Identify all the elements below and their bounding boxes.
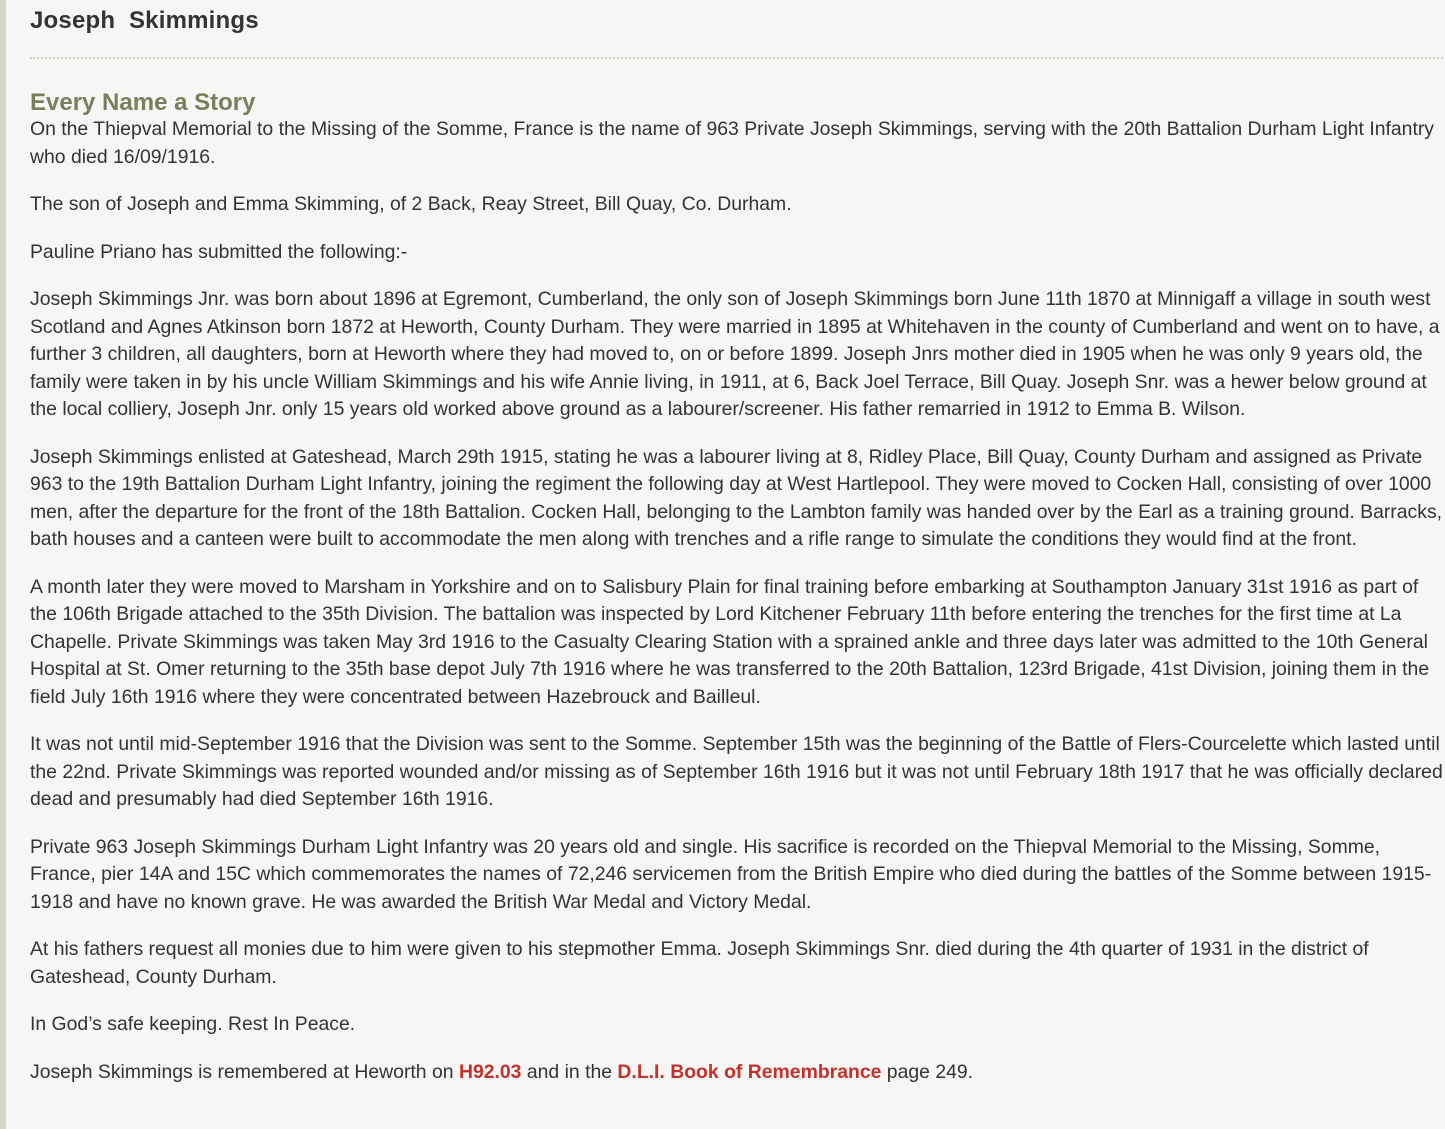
paragraph-training: A month later they were moved to Marsham in Yorkshire and on to Salisbury Plain for final training before embarking at Southampton January 31st 1916 as part of the 106th Brigade attached to the 35th Division. The battalion was inspected by Lord Kitchener February 11th before entering the trenches for the first time at La Chapelle. Private Skimmings was taken May 3rd 1916 to the Casualty Clearing Station with a sprained ankle and three days later was admitted to the 10th General Hospital at St. Omer returning to the 35th base depot July 7th 1916 where he was transferred to the 20th Battalion, 123rd Brigade, 41st Division, joining them in the field July 16th 1916 where they were concentrated between Hazebrouck and Bailleul. [30,575,1430,708]
dotted-divider [30,57,1443,59]
paragraph-sacrifice: Private 963 Joseph Skimmings Durham Light Infantry was 20 years old and single. His sacrifice is recorded on the Thiepval Memorial to the Missing, Somme, France, pier 14A and 15C which commemorates the names of 72,246 servicemen from the British Empire who died during the battles of the Somme between 1915-1918 and have no known grave. He was awarded the British War Medal and Victory Medal. [30,835,1432,913]
paragraph-enlistment: Joseph Skimmings enlisted at Gateshead, March 29th 1915, stating he was a labourer living at 8, Ridley Place, Bill Quay, County Durham and assigned as Private 963 to the 19th Battalion Durham Light Infantry, joining the regiment the following day at West Hartlepool. They were moved to Cocken Hall, consisting of over 1000 men, after the departure for the front of the 18th Battalion. Cocken Hall, belonging to the Lambton family was handed over by the Earl as a training ground. Barracks, bath houses and a canteen were built to accommodate the men along with trenches and a rifle range to simulate the conditions they would find at the front. [30,445,1443,550]
memorial-reference-link[interactable]: H92.03 [458,1060,522,1083]
paragraph-parents: The son of Joseph and Emma Skimming, of 2 Back, Reay Street, Bill Quay, Co. Durham. [30,193,792,215]
paragraph-early-life: Joseph Skimmings Jnr. was born about 1896 at Egremont, Cumberland, the only son of Joseph Skimmings born June 11th 1870 at Minnigaff a village in south west Scotland and Agnes Atkinson born 1872 at Heworth, County Durham. They were married in 1895 at Whitehaven in the county of Cumberland and went on to have, a further 3 children, all daughters, born at Heworth where they had moved to, on or before 1899. Joseph Jnrs mother died in 1905 when he was only 9 years old, the family were taken in by his uncle William Skimmings and his wife Annie living, in 1911, at 6, Back Joel Terrace, Bill Quay. Joseph Snr. was a hewer below ground at the local colliery, Joseph Jnr. only 15 years old worked above ground as a labourer/screener. His father remarried in 1912 to Emma B. Wilson. [30,288,1440,420]
section-title: Every Name a Story [30,89,256,116]
paragraph-submitter: Pauline Priano has submitted the following:- [30,240,408,263]
paragraph-memorial: On the Thiepval Memorial to the Missing of the Somme, France is the name of 963 Private Joseph Skimmings, serving with the 20th Battalion Durham Light Infantry who died 16/09/1916. [30,118,1434,168]
remembered-suffix: page 249. [881,1060,974,1083]
page-title: Joseph Skimmings [30,7,259,34]
book-of-remembrance-link[interactable]: D.L.I. Book of Remembrance [617,1060,882,1083]
left-border-rule [0,0,6,1129]
paragraph-rest-in-peace: In God’s safe keeping. Rest In Peace. [30,1013,356,1035]
paragraph-somme: It was not until mid-September 1916 that the Division was sent to the Somme. September 15th was the beginning of the Battle of Flers-Courcelette which lasted until the 22nd. Private Skimmings was reported wounded and/or missing as of September 16th 1916 but it was not until February 18th 1917 that he was officially declared dead and presumably had died September 16th 1916. [30,733,1443,810]
remembered-middle: and in the [521,1060,618,1083]
paragraph-monies: At his fathers request all monies due to him were given to his stepmother Emma. Joseph Skimmings Snr. died during the 4th quarter of 1931 in the district of Gateshead, County Durham. [30,938,1369,988]
paragraph-remembered [30,1059,1443,1087]
article-content [30,0,1443,1106]
remembered-prefix: Joseph Skimmings is remembered at Heworth on [30,1060,459,1083]
